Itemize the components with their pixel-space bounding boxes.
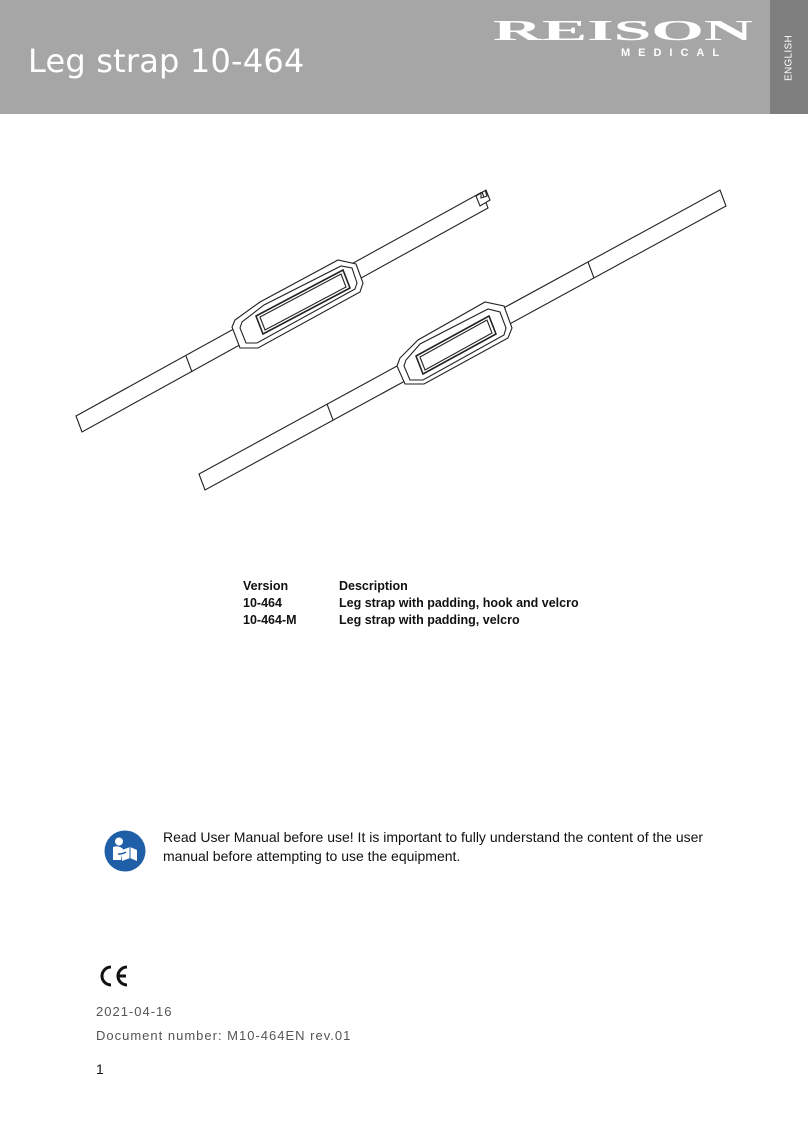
strap-2-seam-upper: [588, 262, 594, 278]
version-cell: 10-464-M: [243, 613, 297, 627]
read-manual-icon: [104, 830, 146, 872]
version-header-row: [243, 578, 579, 595]
strap-1-hook: [476, 190, 490, 206]
page-header: [0, 0, 770, 114]
language-label: ENGLISH: [783, 34, 795, 82]
notice-text: Read User Manual before use! It is important to fully understand the content of the user manual before attempting to use the equipment.: [163, 829, 704, 864]
version-cell: 10-464: [243, 596, 282, 610]
leg-strap-drawing: [60, 180, 740, 500]
description-cell: Leg strap with padding, hook and velcro: [339, 596, 579, 610]
description-cell: Leg strap with padding, velcro: [339, 613, 520, 627]
strap-2-seam-lower: [327, 404, 333, 420]
reison-medical-logo: [488, 14, 758, 60]
page-number: 1: [96, 1061, 104, 1077]
document-date: 2021-04-16: [96, 1004, 173, 1019]
table-row: [243, 612, 579, 629]
document-title: Leg strap 10-464: [28, 42, 305, 80]
version-column-header: Version: [243, 579, 289, 593]
table-row: [243, 595, 579, 612]
logo-brand: REISON: [493, 16, 753, 47]
description-column-header: Description: [339, 579, 408, 593]
document-number: Document number: M10-464EN rev.01: [96, 1028, 352, 1043]
strap-1-seam: [186, 356, 192, 372]
ce-mark-icon: [98, 964, 130, 988]
logo-sub: MEDICAL: [620, 47, 728, 59]
version-table: [243, 578, 579, 629]
